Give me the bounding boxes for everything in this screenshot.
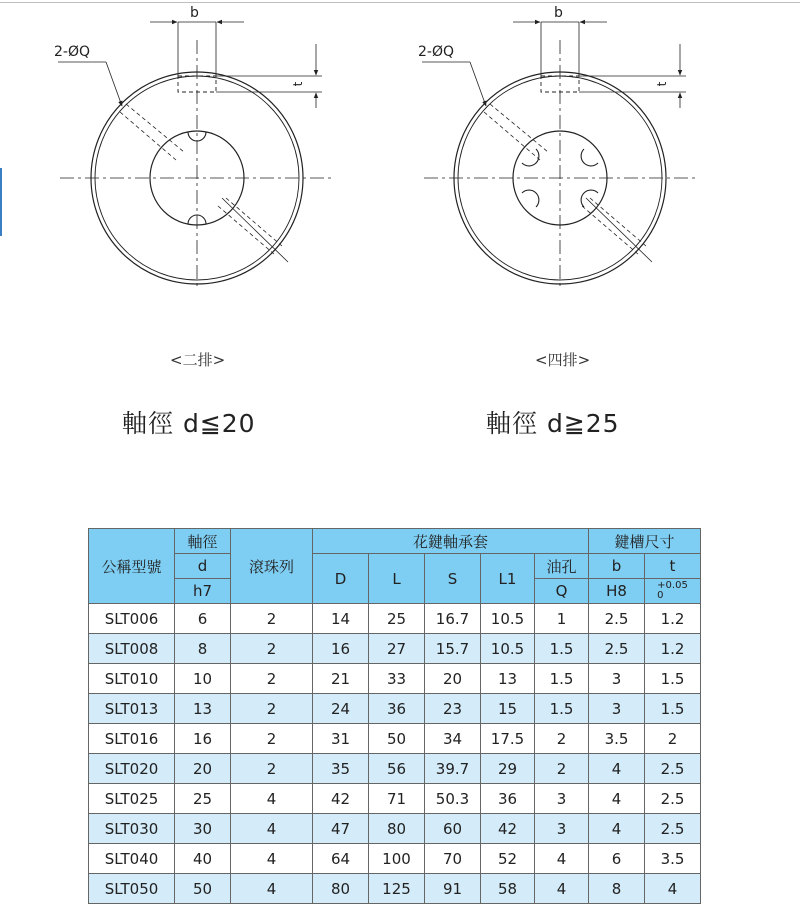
cell-model: SLT040 (89, 844, 175, 874)
header-oil-hole: 油孔 (535, 554, 589, 579)
cell-D: 21 (313, 664, 369, 694)
cell-L1: 29 (481, 754, 535, 784)
cell-ball-rows: 2 (231, 694, 313, 724)
cell-S: 16.7 (425, 604, 481, 634)
cell-model: SLT006 (89, 604, 175, 634)
header-rows: 滾珠列 (231, 529, 313, 604)
tol-upper: +0.05 (657, 579, 688, 591)
oil-hole-line (490, 104, 548, 152)
header-key-t: t (645, 554, 701, 579)
ball-groove (522, 190, 539, 207)
cell-key-t: 1.5 (645, 694, 701, 724)
hole-label: 2-ØQ (418, 44, 454, 60)
cell-L1: 10.5 (481, 634, 535, 664)
oil-hole-line (126, 104, 184, 152)
oil-hole-line (484, 112, 540, 160)
cell-shaft-d: 40 (175, 844, 231, 874)
cell-L1: 58 (481, 874, 535, 904)
cell-L: 50 (369, 724, 425, 754)
cell-oil-q: 1 (535, 604, 589, 634)
cell-key-t: 1.5 (645, 664, 701, 694)
cell-key-t: 3.5 (645, 844, 701, 874)
header-shaft-tolerance: h7 (175, 579, 231, 604)
cell-L1: 42 (481, 814, 535, 844)
cell-key-b: 2.5 (589, 634, 645, 664)
leader-arrow (470, 62, 486, 106)
cell-model: SLT020 (89, 754, 175, 784)
cell-key-t: 2.5 (645, 754, 701, 784)
cell-model: SLT013 (89, 694, 175, 724)
cell-ball-rows: 2 (231, 634, 313, 664)
cell-S: 20 (425, 664, 481, 694)
cell-D: 24 (313, 694, 369, 724)
cell-oil-q: 1.5 (535, 634, 589, 664)
cell-S: 60 (425, 814, 481, 844)
cell-key-b: 3 (589, 664, 645, 694)
cell-D: 31 (313, 724, 369, 754)
cell-S: 34 (425, 724, 481, 754)
table-row (89, 754, 701, 784)
drawing-four-row (422, 22, 698, 290)
cell-S: 39.7 (425, 754, 481, 784)
shaft-range-small: 軸徑 d≦20 (122, 409, 256, 438)
cell-ball-rows: 2 (231, 604, 313, 634)
cell-shaft-d: 6 (175, 604, 231, 634)
leader-arrow (106, 62, 122, 106)
cell-key-t: 2 (645, 724, 701, 754)
drawing-two-row (58, 22, 334, 290)
cell-oil-q: 3 (535, 814, 589, 844)
cell-key-b: 4 (589, 754, 645, 784)
cell-L: 125 (369, 874, 425, 904)
cell-key-t: 1.2 (645, 604, 701, 634)
cell-ball-rows: 2 (231, 664, 313, 694)
header-shaft-d: d (175, 554, 231, 579)
header-S: S (425, 554, 481, 604)
cell-L: 33 (369, 664, 425, 694)
caption-four-row: <四排> (535, 351, 591, 369)
table-row (89, 784, 701, 814)
cell-S: 50.3 (425, 784, 481, 814)
t-label: t (291, 81, 305, 87)
cell-shaft-d: 25 (175, 784, 231, 814)
hole-label: 2-ØQ (54, 44, 90, 60)
cell-L1: 15 (481, 694, 535, 724)
cell-L: 56 (369, 754, 425, 784)
cell-S: 91 (425, 874, 481, 904)
cell-ball-rows: 4 (231, 874, 313, 904)
cell-oil-q: 1.5 (535, 664, 589, 694)
oil-hole-line (218, 206, 274, 254)
cell-D: 35 (313, 754, 369, 784)
cell-oil-q: 4 (535, 874, 589, 904)
cell-ball-rows: 4 (231, 814, 313, 844)
cell-L1: 13 (481, 664, 535, 694)
cell-model: SLT010 (89, 664, 175, 694)
cell-oil-q: 3 (535, 784, 589, 814)
cell-shaft-d: 10 (175, 664, 231, 694)
b-label: b (190, 5, 199, 21)
cell-key-t: 4 (645, 874, 701, 904)
cell-shaft-d: 30 (175, 814, 231, 844)
cell-model: SLT050 (89, 874, 175, 904)
cell-S: 70 (425, 844, 481, 874)
header-spline-nut: 花鍵軸承套 (313, 529, 589, 554)
cell-shaft-d: 16 (175, 724, 231, 754)
cell-L1: 36 (481, 784, 535, 814)
cell-oil-q: 1.5 (535, 694, 589, 724)
b-label: b (554, 5, 563, 21)
table-row (89, 724, 701, 754)
cell-ball-rows: 2 (231, 724, 313, 754)
cell-key-b: 8 (589, 874, 645, 904)
ball-groove (581, 149, 598, 166)
cell-D: 14 (313, 604, 369, 634)
header-keyway: 鍵槽尺寸 (589, 529, 701, 554)
cell-ball-rows: 4 (231, 784, 313, 814)
cell-shaft-d: 20 (175, 754, 231, 784)
cell-key-b: 2.5 (589, 604, 645, 634)
t-label: t (655, 81, 669, 87)
cell-D: 80 (313, 874, 369, 904)
cell-key-t: 2.5 (645, 814, 701, 844)
cell-key-b: 3.5 (589, 724, 645, 754)
cell-oil-q: 4 (535, 844, 589, 874)
header-L1: L1 (481, 554, 535, 604)
cell-L: 27 (369, 634, 425, 664)
cell-L: 71 (369, 784, 425, 814)
cell-L1: 10.5 (481, 604, 535, 634)
ball-groove (581, 190, 598, 207)
cell-shaft-d: 8 (175, 634, 231, 664)
cell-key-b: 4 (589, 814, 645, 844)
table-row (89, 844, 701, 874)
table-row (89, 664, 701, 694)
header-model: 公稱型號 (89, 529, 175, 604)
cell-D: 47 (313, 814, 369, 844)
cell-key-t: 1.2 (645, 634, 701, 664)
cell-key-b: 6 (589, 844, 645, 874)
header-shaft: 軸徑 (175, 529, 231, 554)
cell-L1: 52 (481, 844, 535, 874)
caption-two-row: <二排> (170, 351, 226, 369)
header-key-t-tolerance (645, 579, 701, 604)
cell-shaft-d: 50 (175, 874, 231, 904)
oil-hole-axis (222, 198, 288, 262)
cell-model: SLT008 (89, 634, 175, 664)
oil-hole-line (226, 198, 282, 246)
tol-lower: 0 (657, 589, 664, 601)
cell-model: SLT030 (89, 814, 175, 844)
table-row (89, 604, 701, 634)
technical-drawings (0, 0, 800, 340)
ball-groove (522, 149, 539, 166)
cell-D: 42 (313, 784, 369, 814)
cell-L1: 17.5 (481, 724, 535, 754)
cell-D: 64 (313, 844, 369, 874)
cell-shaft-d: 13 (175, 694, 231, 724)
cell-key-t: 2.5 (645, 784, 701, 814)
cell-S: 23 (425, 694, 481, 724)
cell-model: SLT016 (89, 724, 175, 754)
cell-key-b: 3 (589, 694, 645, 724)
spec-table-body (89, 604, 701, 904)
spec-table (88, 528, 701, 904)
table-row (89, 874, 701, 904)
header-L: L (369, 554, 425, 604)
table-row (89, 694, 701, 724)
cell-L: 25 (369, 604, 425, 634)
cell-key-b: 4 (589, 784, 645, 814)
cell-L: 80 (369, 814, 425, 844)
table-row (89, 814, 701, 844)
header-key-b: b (589, 554, 645, 579)
header-key-b-tolerance: H8 (589, 579, 645, 604)
cell-L: 100 (369, 844, 425, 874)
cell-oil-q: 2 (535, 754, 589, 784)
cell-L: 36 (369, 694, 425, 724)
oil-hole-line (120, 112, 176, 160)
cell-D: 16 (313, 634, 369, 664)
header-oil-q: Q (535, 579, 589, 604)
cell-ball-rows: 2 (231, 754, 313, 784)
cell-oil-q: 2 (535, 724, 589, 754)
table-row (89, 634, 701, 664)
header-D: D (313, 554, 369, 604)
cell-ball-rows: 4 (231, 844, 313, 874)
oil-hole-axis (586, 198, 652, 262)
shaft-range-large: 軸徑 d≧25 (486, 409, 620, 438)
cell-model: SLT025 (89, 784, 175, 814)
cell-S: 15.7 (425, 634, 481, 664)
